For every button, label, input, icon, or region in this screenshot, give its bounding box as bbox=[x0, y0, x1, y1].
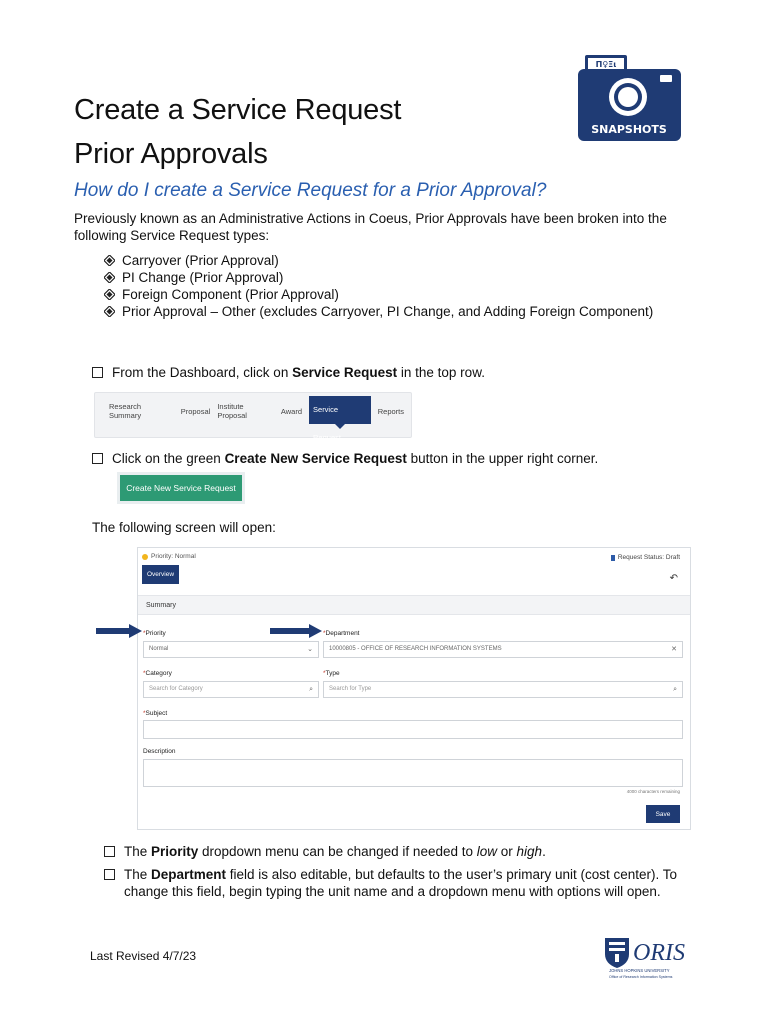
description-textarea[interactable] bbox=[143, 759, 683, 787]
priority-badge: Priority: Normal bbox=[142, 553, 196, 560]
summary-header: Summary bbox=[138, 595, 690, 615]
svg-text:JOHNS HOPKINS UNIVERSITY: JOHNS HOPKINS UNIVERSITY bbox=[609, 968, 670, 973]
last-revised: Last Revised 4/7/23 bbox=[90, 949, 197, 963]
department-input[interactable]: 10000805 - OFFICE OF RESEARCH INFORMATION SYSTEMS ✕ bbox=[323, 641, 683, 658]
diamond-bullet-icon bbox=[104, 255, 115, 266]
type-label: *Type bbox=[323, 670, 340, 677]
create-new-service-request-button[interactable]: Create New Service Request bbox=[120, 475, 242, 501]
request-type-list bbox=[104, 252, 664, 320]
search-icon: ⌕ bbox=[673, 686, 677, 693]
diamond-bullet-icon bbox=[104, 289, 115, 300]
nav-tab-service-request[interactable]: Service Request bbox=[309, 396, 371, 424]
type-input[interactable]: Search for Type ⌕ bbox=[323, 681, 683, 698]
request-status: Request Status: Draft bbox=[611, 554, 680, 561]
bookmark-icon bbox=[611, 555, 615, 561]
nav-tab-research-summary[interactable]: Research Summary bbox=[109, 402, 142, 420]
list-item: PI Change (Prior Approval) bbox=[104, 269, 664, 286]
priority-select[interactable]: Normal ⌄ bbox=[143, 641, 319, 658]
priority-dot-icon bbox=[142, 554, 148, 560]
list-item: Carryover (Prior Approval) bbox=[104, 252, 664, 269]
char-count: 4000 characters remaining bbox=[626, 789, 680, 794]
step-dashboard: From the Dashboard, click on Service Request in the top row. bbox=[92, 364, 485, 381]
following-screen-text: The following screen will open: bbox=[92, 520, 276, 535]
arrow-right-icon bbox=[270, 624, 322, 638]
subject-label: *Subject bbox=[143, 710, 168, 717]
step-department: The Department field is also editable, but defaults to the user’s primary unit (cost center). To change this field, begin typing the unit name and a dropdown menu with options will open. bbox=[104, 866, 684, 900]
search-icon: ⌕ bbox=[309, 686, 313, 693]
back-arrow-icon[interactable]: ↶ bbox=[669, 573, 678, 584]
description-label: Description bbox=[143, 748, 176, 755]
save-button[interactable]: Save bbox=[646, 805, 680, 823]
priority-label: *Priority bbox=[143, 630, 166, 637]
arrow-right-icon bbox=[96, 624, 142, 638]
step-priority: The Priority dropdown menu can be changed if needed to low or high. bbox=[104, 843, 546, 860]
page-subtitle-heading: Prior Approvals bbox=[74, 138, 268, 170]
page-title: Create a Service Request bbox=[74, 94, 402, 126]
nav-tab-reports[interactable]: Reports bbox=[377, 406, 404, 416]
svg-text:Π♀Ξι: Π♀Ξι bbox=[595, 60, 617, 69]
clear-icon[interactable]: ✕ bbox=[671, 646, 677, 653]
snapshots-camera-logo bbox=[578, 55, 681, 141]
checkbox-icon bbox=[104, 869, 115, 880]
diamond-bullet-icon bbox=[104, 306, 115, 317]
checkbox-icon bbox=[104, 846, 115, 857]
diamond-bullet-icon bbox=[104, 272, 115, 283]
checkbox-icon bbox=[92, 453, 103, 464]
overview-tab[interactable]: Overview bbox=[142, 565, 179, 584]
dashboard-nav-screenshot bbox=[94, 392, 412, 442]
nav-tab-proposal[interactable]: Proposal bbox=[180, 406, 211, 416]
create-button-screenshot bbox=[117, 472, 245, 504]
list-item: Foreign Component (Prior Approval) bbox=[104, 286, 664, 303]
svg-text:Office of Research Information: Office of Research Information Systems bbox=[609, 975, 673, 979]
oris-jhu-logo bbox=[603, 934, 698, 980]
chevron-down-icon: ⌄ bbox=[307, 646, 313, 653]
category-label: *Category bbox=[143, 670, 172, 677]
service-request-form-screenshot bbox=[137, 547, 691, 830]
category-input[interactable]: Search for Category ⌕ bbox=[143, 681, 319, 698]
step-create-button: Click on the green Create New Service Request button in the upper right corner. bbox=[92, 450, 598, 467]
list-item: Prior Approval – Other (excludes Carryover, PI Change, and Adding Foreign Component) bbox=[104, 303, 664, 320]
subject-input[interactable] bbox=[143, 720, 683, 739]
oris-logo-text: ORIS bbox=[633, 940, 685, 966]
section-question: How do I create a Service Request for a Prior Approval? bbox=[74, 180, 547, 201]
checkbox-icon bbox=[92, 367, 103, 378]
nav-tab-award[interactable]: Award bbox=[280, 406, 303, 416]
department-label: *Department bbox=[323, 630, 360, 637]
nav-tab-institute-proposal[interactable]: Institute Proposal bbox=[217, 402, 247, 420]
snapshots-logo-text: SNAPSHOTS bbox=[591, 123, 667, 136]
intro-paragraph: Previously known as an Administrative Actions in Coeus, Prior Approvals have been broken into the following Service Request types: bbox=[74, 211, 667, 243]
